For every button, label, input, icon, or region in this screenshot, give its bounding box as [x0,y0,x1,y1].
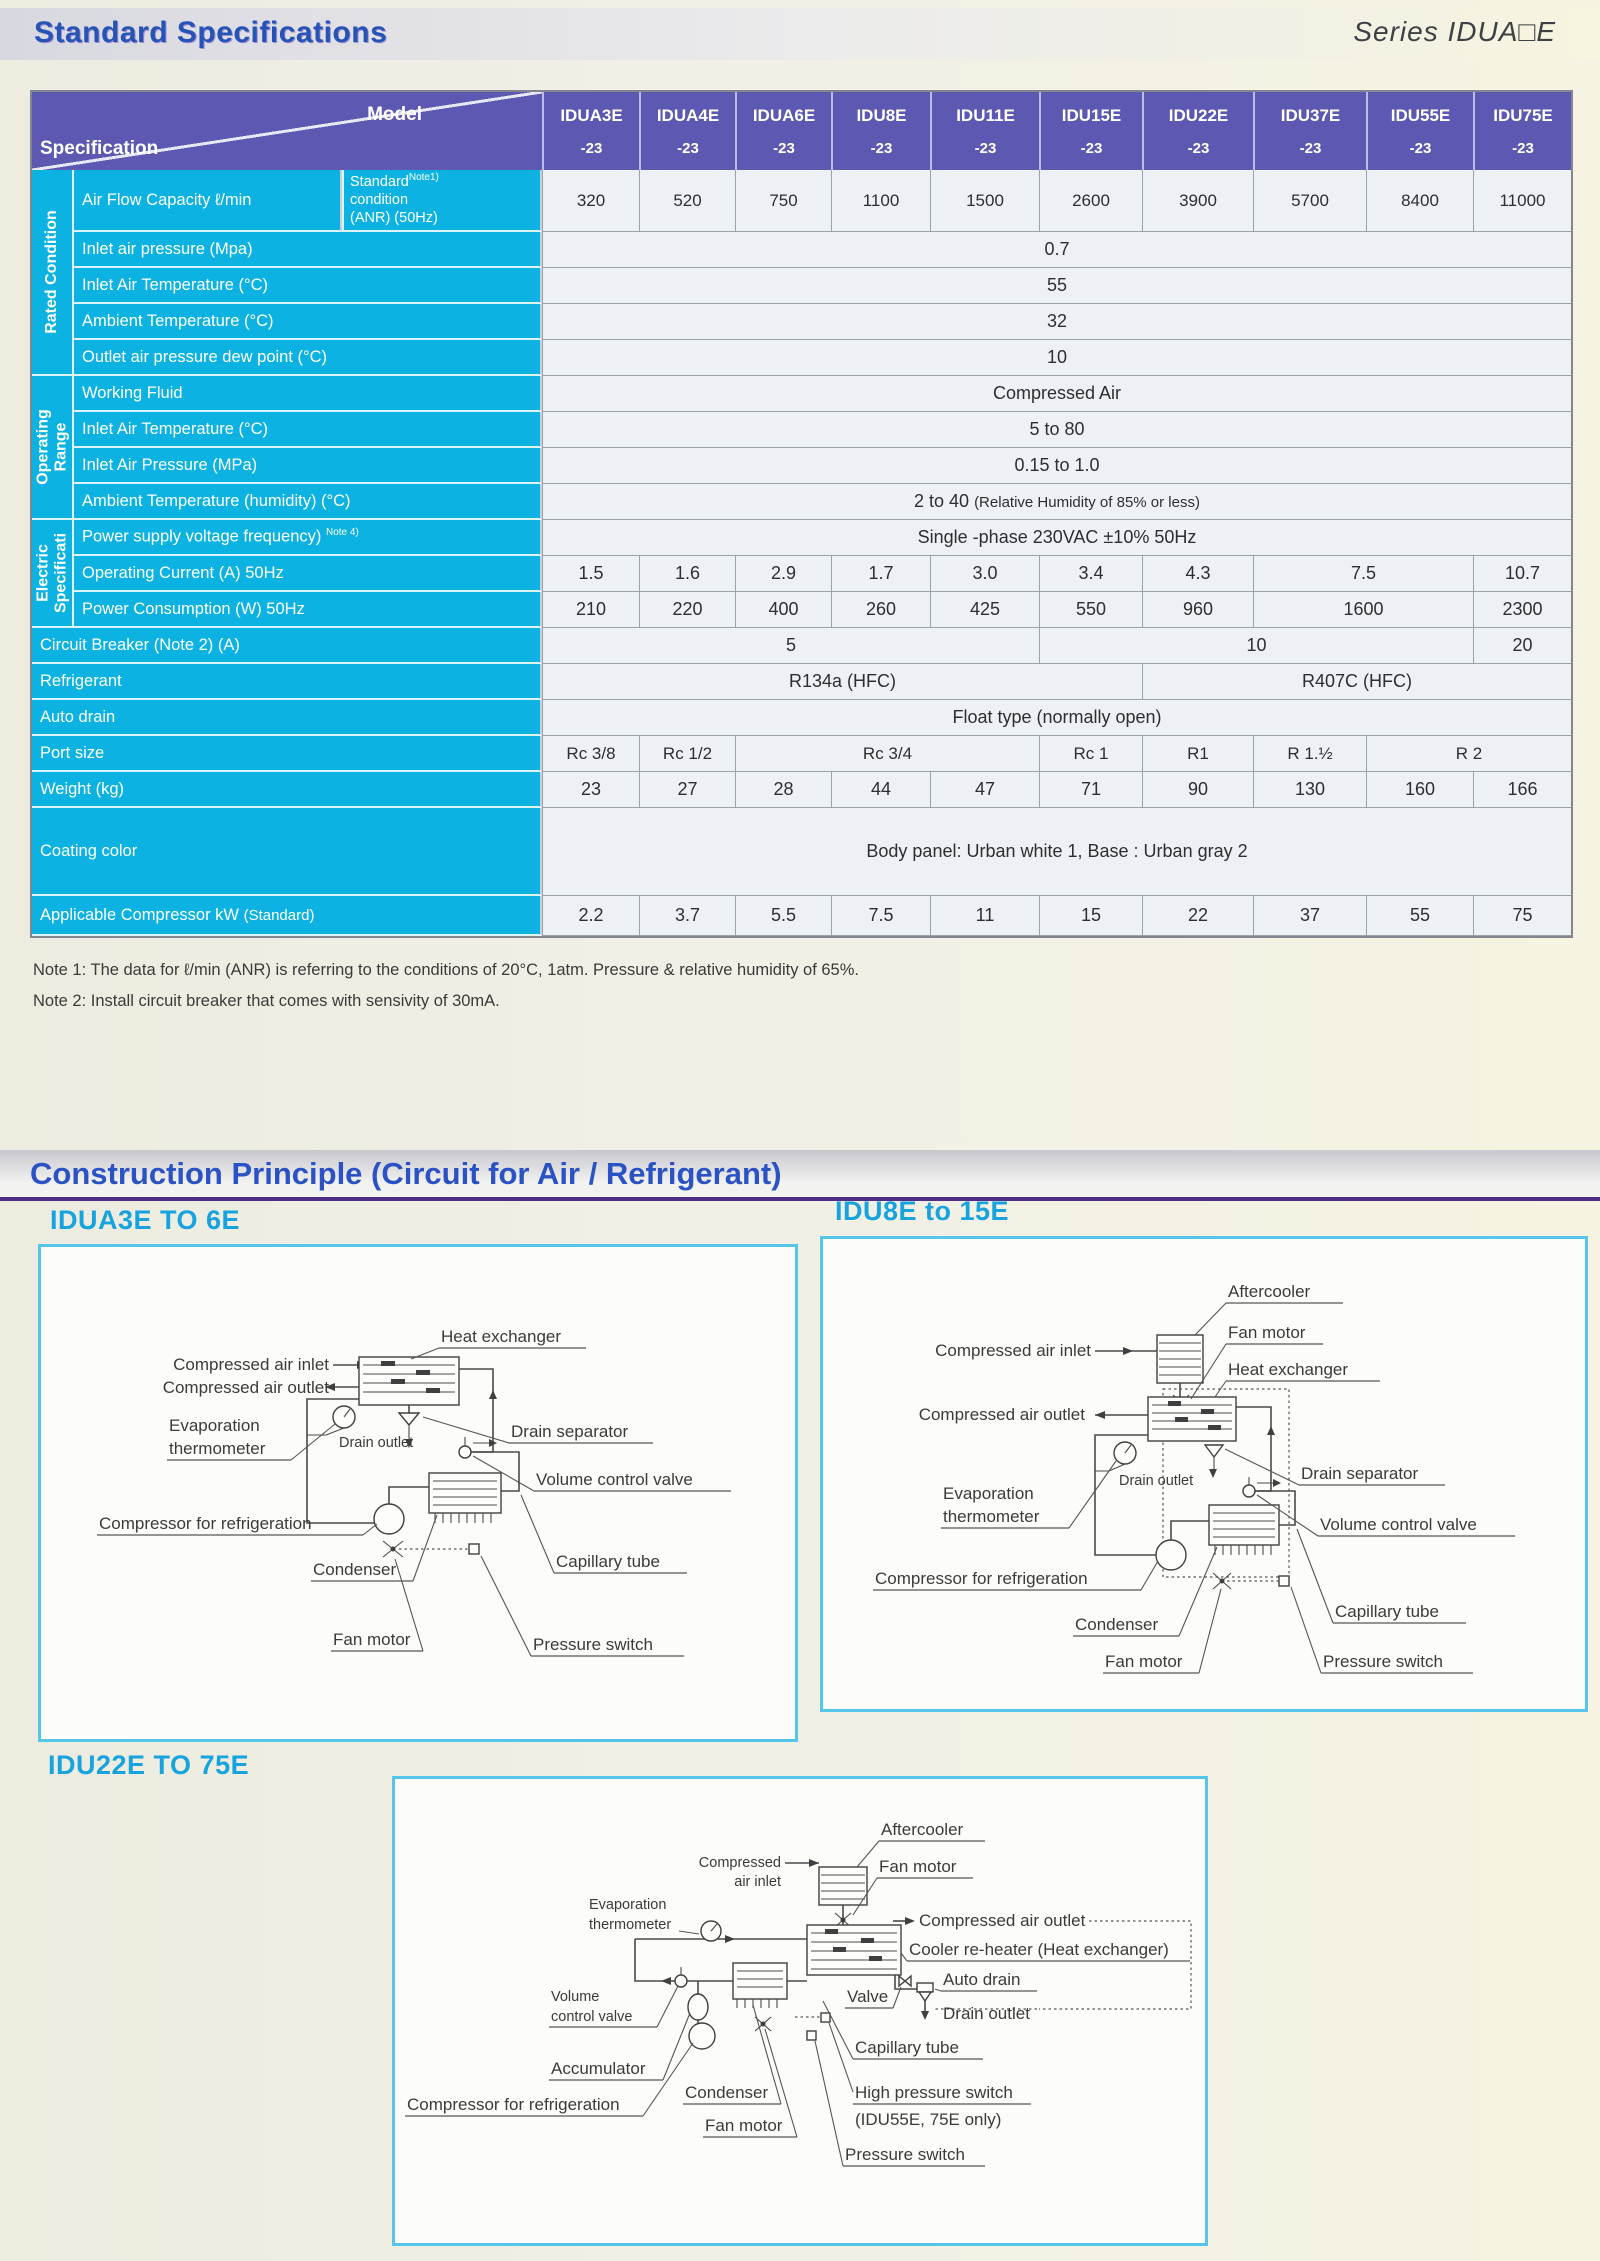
label-text: Power supply voltage frequency) [82,527,322,546]
sublabel-note: Note1) [408,172,439,184]
label-note: (Standard) [243,906,315,924]
value-cell: 10.7 [1473,556,1571,592]
value-cell: 1600 [1253,592,1473,628]
leader-line [291,1424,335,1460]
value-cell: 1500 [930,170,1039,232]
label-evaporation-thermometer: thermometer [943,1507,1040,1526]
value-cell: 47 [930,772,1039,808]
value-cell: 7.5 [1253,556,1473,592]
label-evaporation-thermometer: thermometer [169,1439,266,1458]
aftercooler-symbol [819,1867,867,1905]
value-cell: 220 [639,592,735,628]
value-cell: 27 [639,772,735,808]
label-volume-control-valve: Volume [551,1989,600,2005]
table-row [32,700,1571,736]
value-note: (Relative Humidity of 85% or less) [974,494,1200,511]
value-cell: 3.7 [639,896,735,936]
label-evaporation-thermometer: Evaporation [589,1897,667,1913]
value-cell: 5700 [1253,170,1366,232]
col-header [1039,92,1142,170]
value-cell: 2600 [1039,170,1142,232]
section-band [0,1150,1600,1201]
compressor-symbol [374,1504,404,1534]
label-volume-control-valve: control valve [551,2009,633,2025]
value-cell: 260 [831,592,930,628]
value-cell: 550 [1039,592,1142,628]
drain-separator-symbol [1205,1445,1223,1469]
value-cell: 1.7 [831,556,930,592]
value-cell: 44 [831,772,930,808]
value-cell: 10 [542,340,1571,376]
label-compressed-air-inlet: air inlet [734,1874,781,1890]
label-compressor: Compressor for refrigeration [875,1569,1088,1588]
value-cell: 2.2 [542,896,639,936]
row-label [32,896,542,936]
model-suffix: -23 [1080,139,1103,157]
value-cell: 2.9 [735,556,831,592]
value-text: 2 to 40 [914,491,970,511]
value-cell: 5 [542,628,1039,664]
value-cell: Rc 1 [1039,736,1142,772]
condenser-symbol [429,1473,501,1523]
value-cell: 0.15 to 1.0 [542,448,1571,484]
leader-line [657,1986,678,2027]
model-suffix: -23 [974,139,997,157]
diagram1-title: IDUA3E TO 6E [50,1205,241,1235]
diagram3-box [392,1776,1208,2246]
label-condenser: Condenser [1075,1615,1159,1634]
group-electric-specification [32,520,74,628]
row-label: Coating color [32,808,542,896]
value-cell: R 1.½ [1253,736,1366,772]
value-cell: Float type (normally open) [542,700,1571,736]
label-drain-separator: Drain separator [1301,1464,1419,1483]
value-cell: 11 [930,896,1039,936]
label-compressor: Compressor for refrigeration [99,1514,312,1533]
aftercooler-symbol [1157,1335,1203,1383]
row-label: Refrigerant [32,664,542,700]
label-compressed-air-inlet: Compressed air inlet [173,1355,329,1374]
leader-line [1141,1561,1158,1590]
label-drain-outlet: Drain outlet [1119,1473,1194,1489]
model-name: IDU15E [1061,105,1122,125]
table-row [32,628,1571,664]
label-capillary-tube: Capillary tube [855,2038,959,2057]
model-name: IDU11E [956,105,1015,125]
value-cell: R134a (HFC) [542,664,1142,700]
label-condenser: Condenser [685,2083,769,2102]
value-cell: 425 [930,592,1039,628]
label-auto-drain: Auto drain [943,1970,1021,1989]
leader-line [815,2041,843,2166]
group-label-line: Specificati [52,532,69,614]
leader-line [1297,1529,1333,1623]
label-drain-outlet: Drain outlet [943,2004,1030,2023]
table-row [32,896,1571,936]
col-header [639,92,735,170]
label-fan-motor: Fan motor [333,1630,411,1649]
row-sublabel [342,170,542,232]
row-label [74,520,542,556]
value-cell: 20 [1473,628,1571,664]
row-label: Inlet Air Temperature (°C) [74,412,542,448]
label-heat-exchanger: Heat exchanger [441,1327,562,1346]
leader-line [893,1987,901,2008]
label-evaporation-thermometer: Evaporation [943,1484,1034,1503]
label-aftercooler: Aftercooler [1228,1282,1311,1301]
group-label: Rated Condition [43,210,61,334]
label-high-pressure-switch: High pressure switch [855,2083,1013,2102]
row-label: Working Fluid [74,376,542,412]
group-operating-range [32,376,74,520]
value-cell: 22 [1142,896,1253,936]
value-cell: 23 [542,772,639,808]
corner-model-label: Model [367,104,422,125]
cooler-reheater-symbol [807,1925,901,1975]
col-header [1366,92,1473,170]
value-cell: 2300 [1473,592,1571,628]
label-high-pressure-switch-note: (IDU55E, 75E only) [855,2110,1002,2129]
leader-line [1225,1449,1299,1485]
label-volume-control-valve: Volume control valve [536,1470,693,1489]
group-label-line: Operating [34,409,52,485]
value-cell: Rc 3/8 [542,736,639,772]
row-label: Ambient Temperature (°C) [74,304,542,340]
value-cell: 210 [542,592,639,628]
high-pressure-switch-symbol [795,2013,830,2022]
label-cooler-reheater: Cooler re-heater (Heat exchanger) [909,1940,1169,1959]
col-header [1253,92,1366,170]
condenser-symbol [733,1963,787,2008]
label-capillary-tube: Capillary tube [1335,1602,1439,1621]
col-header [1142,92,1253,170]
spec-table [30,90,1573,938]
value-cell: 28 [735,772,831,808]
value-cell: 1.6 [639,556,735,592]
label-evaporation-thermometer: Evaporation [169,1416,260,1435]
label-drain-outlet: Drain outlet [339,1435,414,1451]
leader-line [481,1556,531,1656]
model-suffix: -23 [580,139,603,157]
value-cell: 7.5 [831,896,930,936]
label-compressed-air-outlet: Compressed air outlet [162,1378,329,1397]
table-row [32,340,1571,376]
row-label: Inlet Air Temperature (°C) [74,268,542,304]
value-cell: 320 [542,170,639,232]
value-cell: Rc 3/4 [735,736,1039,772]
volume-control-valve-symbol [1243,1477,1281,1497]
row-label: Weight (kg) [32,772,542,808]
value-cell: 520 [639,170,735,232]
series-title: Series IDUA□E [1353,16,1556,47]
value-cell: 166 [1473,772,1571,808]
model-name: IDU8E [856,105,907,125]
value-cell: 750 [735,170,831,232]
label-pressure-switch: Pressure switch [845,2145,965,2164]
sublabel-line: Standard [350,174,409,191]
footnotes [33,955,859,1018]
auto-drain-symbol [917,1983,933,2001]
diagram2-title: IDU8E to 15E [835,1196,1010,1226]
leader-line [679,1931,699,1934]
label-pressure-switch: Pressure switch [533,1635,653,1654]
table-row [32,520,1571,556]
col-header [930,92,1039,170]
value-cell: 0.7 [542,232,1571,268]
model-name: IDUA4E [656,105,720,125]
table-row [32,448,1571,484]
heat-exchanger-symbol [359,1357,459,1405]
value-cell: 1.5 [542,556,639,592]
value-cell: 90 [1142,772,1253,808]
table-row [32,664,1571,700]
leader-line [413,1515,437,1581]
sublabel-line: (ANR) (50Hz) [350,210,438,227]
value-cell: R407C (HFC) [1142,664,1571,700]
leader-line [1291,1587,1321,1673]
label-fan-motor: Fan motor [1105,1652,1183,1671]
value-cell: 3900 [1142,170,1253,232]
diagram3-schematic [395,1779,1205,2243]
label-condenser: Condenser [313,1560,397,1579]
label-compressed-air-outlet: Compressed air outlet [919,1911,1086,1930]
model-name: IDU75E [1493,105,1553,125]
leader-line [1195,1303,1226,1335]
pressure-switch-symbol [1227,1576,1289,1586]
model-suffix: -23 [870,139,893,157]
label-drain-separator: Drain separator [511,1422,629,1441]
value-cell: 3.4 [1039,556,1142,592]
col-header [831,92,930,170]
label-evaporation-thermometer: thermometer [589,1917,672,1933]
row-label: Port size [32,736,542,772]
value-cell: 3.0 [930,556,1039,592]
table-row [32,304,1571,340]
thermometer-gauge [1095,1442,1136,1471]
table-row [32,376,1571,412]
label-compressed-air-inlet: Compressed [698,1855,781,1871]
accumulator-symbol [688,1994,708,2020]
row-label: Inlet air pressure (Mpa) [74,232,542,268]
label-volume-control-valve: Volume control valve [1320,1515,1477,1534]
volume-control-valve-symbol [459,1437,497,1458]
value-cell: 8400 [1366,170,1473,232]
model-name: IDUA6E [752,105,816,125]
col-header [735,92,831,170]
table-row [32,484,1571,520]
model-name: IDU37E [1280,105,1341,125]
value-cell: 960 [1142,592,1253,628]
corner-spec-label: Specification [40,138,159,159]
page-title: Standard Specifications [34,16,388,49]
diagram2-schematic [823,1239,1585,1709]
model-name: IDUA3E [560,105,623,125]
thermometer-gauge [701,1921,721,1941]
label-heat-exchanger: Heat exchanger [1228,1360,1349,1379]
table-row [32,232,1571,268]
group-label-line: Electric [34,544,52,602]
label-note: Note 4) [325,527,359,539]
leader-line [663,2013,690,2080]
table-row [32,736,1571,772]
value-cell: 5 to 80 [542,412,1571,448]
label-fan-motor: Fan motor [705,2116,783,2135]
row-label: Inlet Air Pressure (MPa) [74,448,542,484]
diagram3-title: IDU22E TO 75E [48,1750,250,1780]
sublabel-line: condition [350,192,409,209]
compressor-symbol [689,2023,715,2049]
value-cell: 4.3 [1142,556,1253,592]
value-cell: Single -phase 230VAC ±10% 50Hz [542,520,1571,556]
table-row [32,772,1571,808]
value-cell: 32 [542,304,1571,340]
leader-line [521,1495,554,1573]
value-cell: 37 [1253,896,1366,936]
value-cell: 75 [1473,896,1571,936]
label-fan-motor-top: Fan motor [1228,1323,1306,1342]
model-name: IDU55E [1390,105,1451,125]
label-valve: Valve [847,1987,889,2006]
row-label: Circuit Breaker (Note 2) (A) [32,628,542,664]
diagram1-schematic [41,1247,795,1739]
group-label [34,409,69,485]
thermometer-gauge [307,1406,355,1435]
model-name: IDU22E [1168,105,1229,125]
value-cell: Rc 1/2 [639,736,735,772]
leader-line [1069,1461,1116,1528]
value-cell [542,484,1571,520]
row-label: Operating Current (A) 50Hz [74,556,542,592]
leader-line [935,1989,941,1991]
section-title: Construction Principle (Circuit for Air / Refrigerant) [30,1156,782,1191]
pressure-switch-symbol [399,1544,479,1554]
model-suffix: -23 [677,139,699,157]
label-pressure-switch: Pressure switch [1323,1652,1443,1671]
leader-line [857,1841,879,1867]
value-cell: Body panel: Urban white 1, Base : Urban gray 2 [542,808,1571,896]
note-1: Note 1: The data for ℓ/min (ANR) is referring to the conditions of 20°C, 1atm. Pressure & relative humidity of 65%. [33,961,859,979]
row-label: Ambient Temperature (humidity) (°C) [74,484,542,520]
model-suffix: -23 [1409,139,1432,157]
value-cell: 15 [1039,896,1142,936]
table-header-row [32,92,1571,170]
label-fan-motor-top: Fan motor [879,1857,957,1876]
label-compressor: Compressor for refrigeration [407,2095,620,2114]
condenser-symbol [1209,1505,1279,1555]
value-cell: 130 [1253,772,1366,808]
diagram1-box [38,1244,798,1742]
table-row [32,170,1571,232]
table-row [32,808,1571,896]
value-cell: 160 [1366,772,1473,808]
compressor-symbol [1156,1540,1186,1570]
dotted-connection [1039,1921,1191,2009]
col-header [1473,92,1571,170]
model-suffix: -23 [773,139,795,157]
model-suffix: -23 [1187,139,1210,157]
specification-table [30,90,1573,938]
value-cell: R 2 [1366,736,1571,772]
table-row [32,412,1571,448]
leader-line [363,1524,377,1535]
value-cell: 71 [1039,772,1142,808]
value-cell: Compressed Air [542,376,1571,412]
value-cell: 11000 [1473,170,1571,232]
col-header [542,92,639,170]
value-cell: 400 [735,592,831,628]
table-row [32,592,1571,628]
model-suffix: -23 [1512,139,1534,157]
row-label: Outlet air pressure dew point (°C) [74,340,542,376]
row-label: Power Consumption (W) 50Hz [74,592,542,628]
group-label [34,533,69,613]
volume-control-valve-symbol [675,1967,687,1987]
leader-line [423,1417,509,1443]
value-cell: 55 [542,268,1571,304]
value-cell: 10 [1039,628,1473,664]
label-text: Applicable Compressor kW [40,905,239,924]
row-label: Auto drain [32,700,542,736]
diagram2-box [820,1236,1588,1712]
value-cell: 5.5 [735,896,831,936]
pressure-switch-symbol [807,2031,816,2040]
leader-line [829,2023,853,2092]
group-rated-condition [32,170,74,376]
corner-cell [32,92,542,170]
row-label: Air Flow Capacity ℓ/min [74,170,342,232]
table-row [32,556,1571,592]
leader-line [901,1953,907,1961]
valve-symbol [899,1976,911,1986]
note-2: Note 2: Install circuit breaker that comes with sensivity of 30mA. [33,992,500,1011]
table-row [32,268,1571,304]
model-suffix: -23 [1299,139,1322,157]
label-compressed-air-inlet: Compressed air inlet [935,1341,1091,1360]
label-capillary-tube: Capillary tube [556,1552,660,1571]
leader-line [1199,1589,1221,1673]
value-cell: 55 [1366,896,1473,936]
heat-exchanger-symbol [1148,1397,1236,1441]
label-aftercooler: Aftercooler [881,1820,964,1839]
value-cell: 1100 [831,170,930,232]
value-cell: R1 [1142,736,1253,772]
group-label-line: Range [52,422,69,472]
label-compressed-air-outlet: Compressed air outlet [918,1405,1085,1424]
label-accumulator: Accumulator [551,2059,646,2078]
